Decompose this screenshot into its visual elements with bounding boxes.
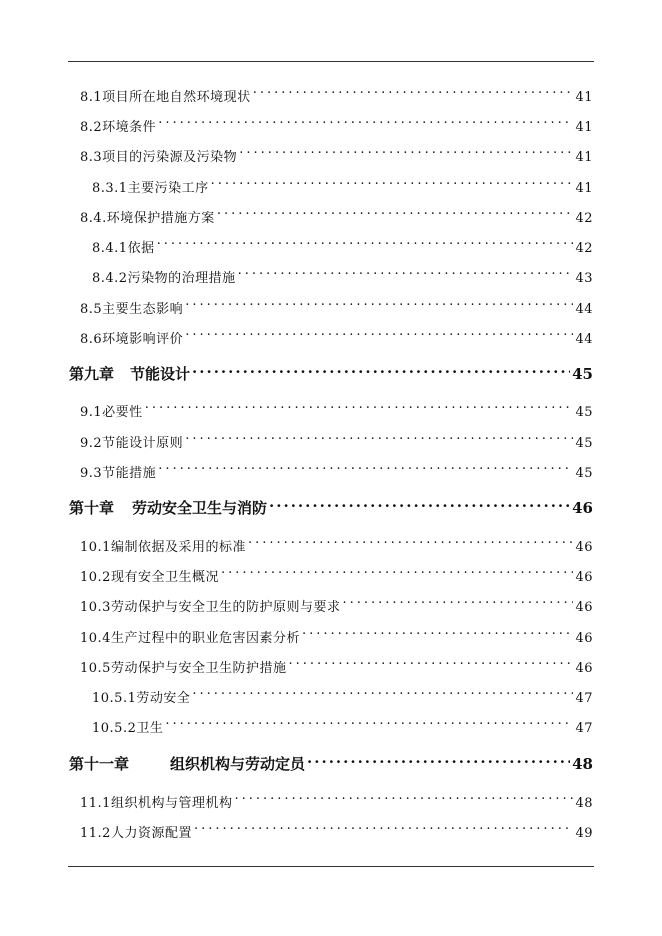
toc-entry-page: 47 bbox=[575, 721, 593, 736]
toc-chapter-page: 48 bbox=[572, 755, 593, 773]
toc-chapter-title: 组织机构与劳动定员 bbox=[170, 755, 306, 773]
toc-entry-11-1[interactable] bbox=[80, 785, 593, 811]
dot-leader bbox=[269, 491, 570, 513]
dot-leader bbox=[192, 357, 570, 379]
toc-chapter-title: 节能设计 bbox=[130, 365, 191, 383]
toc-entry-10-5-2[interactable] bbox=[92, 710, 593, 736]
dot-leader bbox=[248, 529, 574, 551]
dot-leader bbox=[158, 455, 573, 477]
toc-entry-page: 42 bbox=[575, 211, 593, 226]
toc-entry-title: 8.3项目的污染源及污染物 bbox=[80, 150, 238, 165]
toc-entry-10-2[interactable] bbox=[80, 559, 593, 585]
toc-entry-title: 8.5主要生态影响 bbox=[80, 302, 184, 317]
toc-chapter-number: 第十章 bbox=[69, 499, 115, 517]
toc-chapter-page: 46 bbox=[572, 499, 593, 517]
footer-rule bbox=[68, 866, 594, 867]
toc-entry-page: 46 bbox=[575, 540, 593, 555]
toc-entry-page: 41 bbox=[575, 181, 593, 196]
toc-entry-title: 9.1必要性 bbox=[80, 405, 143, 420]
dot-leader bbox=[194, 815, 574, 837]
toc-entry-page: 43 bbox=[575, 271, 593, 286]
dot-leader bbox=[145, 394, 574, 416]
dot-leader bbox=[217, 200, 574, 222]
toc-chapter-10[interactable] bbox=[69, 491, 593, 517]
toc-entry-10-5-1[interactable] bbox=[92, 680, 593, 706]
toc-entry-8-1[interactable] bbox=[80, 79, 593, 105]
toc-entry-title: 10.5劳动保护与安全卫生防护措施 bbox=[80, 661, 287, 676]
toc-entry-title: 9.2节能设计原则 bbox=[80, 436, 184, 451]
toc-entry-8-5[interactable] bbox=[80, 291, 593, 317]
toc-entry-page: 46 bbox=[575, 600, 593, 615]
toc-chapter-11[interactable] bbox=[69, 747, 593, 773]
toc-entry-title: 8.4.环境保护措施方案 bbox=[80, 211, 215, 226]
toc-entry-page: 45 bbox=[575, 466, 593, 481]
dot-leader bbox=[157, 230, 574, 252]
toc-entry-8-4-1[interactable] bbox=[92, 230, 593, 256]
toc-entry-title: 10.3劳动保护与安全卫生的防护原则与要求 bbox=[80, 600, 341, 615]
dot-leader bbox=[165, 710, 573, 732]
toc-entry-9-3[interactable] bbox=[80, 455, 593, 481]
dot-leader bbox=[302, 620, 574, 642]
dot-leader bbox=[238, 260, 574, 282]
dot-leader bbox=[288, 650, 573, 672]
toc-entry-page: 41 bbox=[575, 90, 593, 105]
toc-entry-page: 42 bbox=[575, 241, 593, 256]
toc-chapter-page: 45 bbox=[572, 365, 593, 383]
toc-entry-page: 49 bbox=[575, 826, 593, 841]
toc-entry-9-2[interactable] bbox=[80, 425, 593, 451]
dot-leader bbox=[158, 109, 573, 131]
dot-leader bbox=[185, 425, 573, 447]
toc-entry-page: 45 bbox=[575, 405, 593, 420]
toc-entry-page: 41 bbox=[575, 120, 593, 135]
toc-entry-page: 41 bbox=[575, 150, 593, 165]
toc-entry-10-5[interactable] bbox=[80, 650, 593, 676]
toc-entry-title: 8.4.2污染物的治理措施 bbox=[92, 271, 236, 286]
dot-leader bbox=[239, 139, 573, 161]
dot-leader bbox=[211, 170, 574, 192]
toc-entry-8-3[interactable] bbox=[80, 139, 593, 165]
toc-entry-page: 44 bbox=[575, 332, 593, 347]
dot-leader bbox=[185, 291, 573, 313]
toc-entry-8-2[interactable] bbox=[80, 109, 593, 135]
toc-entry-title: 10.1编制依据及采用的标准 bbox=[80, 540, 246, 555]
toc-entry-page: 46 bbox=[575, 661, 593, 676]
toc-chapter-number: 第十一章 bbox=[69, 755, 130, 773]
toc-entry-8-4[interactable] bbox=[80, 200, 593, 226]
toc-chapter-title: 劳动安全卫生与消防 bbox=[132, 499, 268, 517]
toc-entry-page: 46 bbox=[575, 570, 593, 585]
toc-entry-page: 46 bbox=[575, 631, 593, 646]
toc-entry-page: 48 bbox=[575, 796, 593, 811]
toc-entry-8-4-2[interactable] bbox=[92, 260, 593, 286]
toc-chapter-9[interactable] bbox=[69, 357, 593, 383]
toc-entry-title: 10.5.1劳动安全 bbox=[92, 691, 191, 706]
dot-leader bbox=[234, 785, 573, 807]
toc-entry-title: 8.2环境条件 bbox=[80, 120, 157, 135]
toc-entry-11-2[interactable] bbox=[80, 815, 593, 841]
toc-entry-page: 44 bbox=[575, 302, 593, 317]
toc-entry-8-3-1[interactable] bbox=[92, 170, 593, 196]
toc-entry-9-1[interactable] bbox=[80, 394, 593, 420]
toc-entry-title: 8.1项目所在地自然环境现状 bbox=[80, 90, 251, 105]
toc-entry-title: 10.2现有安全卫生概况 bbox=[80, 570, 219, 585]
toc-entry-title: 9.3节能措施 bbox=[80, 466, 157, 481]
dot-leader bbox=[342, 589, 573, 611]
toc-entry-page: 45 bbox=[575, 436, 593, 451]
toc-entry-title: 11.1组织机构与管理机构 bbox=[80, 796, 233, 811]
toc-entry-10-4[interactable] bbox=[80, 620, 593, 646]
toc-entry-10-1[interactable] bbox=[80, 529, 593, 555]
toc-entry-page: 47 bbox=[575, 691, 593, 706]
dot-leader bbox=[192, 680, 573, 702]
toc-entry-title: 10.4生产过程中的职业危害因素分析 bbox=[80, 631, 300, 646]
dot-leader bbox=[221, 559, 574, 581]
dot-leader bbox=[307, 747, 570, 769]
toc-entry-title: 8.6环境影响评价 bbox=[80, 332, 184, 347]
toc-chapter-number: 第九章 bbox=[69, 365, 115, 383]
toc-entry-title: 8.3.1主要污染工序 bbox=[92, 181, 209, 196]
dot-leader bbox=[253, 79, 574, 101]
dot-leader bbox=[185, 321, 573, 343]
toc-entry-8-6[interactable] bbox=[80, 321, 593, 347]
toc-entry-title: 10.5.2卫生 bbox=[92, 721, 164, 736]
toc-entry-10-3[interactable] bbox=[80, 589, 593, 615]
toc-entry-title: 11.2人力资源配置 bbox=[80, 826, 192, 841]
toc-entry-title: 8.4.1依据 bbox=[92, 241, 155, 256]
